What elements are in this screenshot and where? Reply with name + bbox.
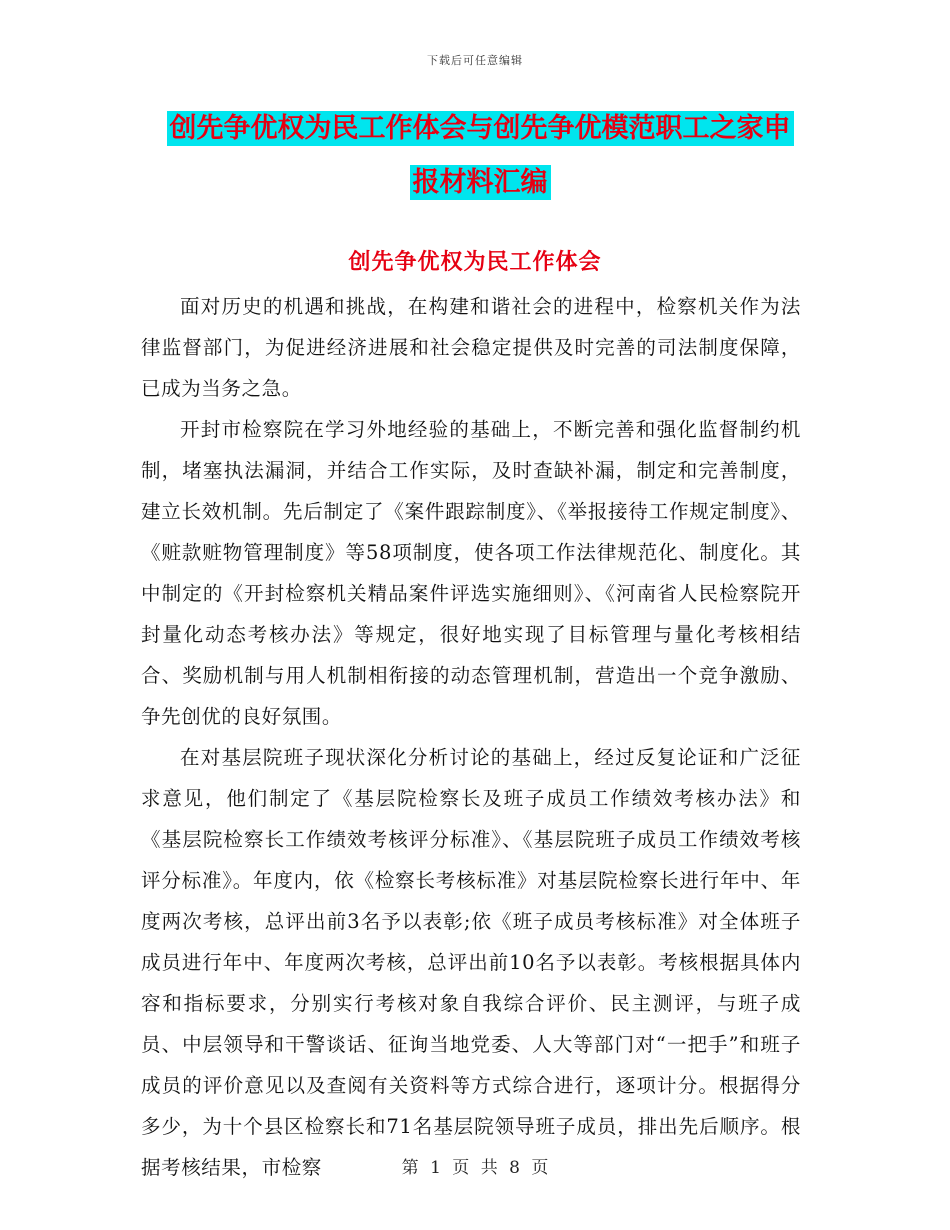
document-title [150,102,810,210]
page-number-footer: 第 1 页 共 8 页 [401,1158,549,1178]
document-title-line-1: 创先争优权为民工作体会与创先争优模范职工之家申 [167,111,794,146]
paragraph-3: 在对基层院班子现状深化分析讨论的基础上，经过反复论证和广泛征求意见，他们制定了《基层院检察长及班子成员工作绩效考核办法》和《基层院检察长工作绩效考核评分标准》、《基层院班子成员工作绩效考核评分标准》。年度内，依《检察长考核标准》对基层院检察长进行年中、年度两次考核，总评出前3名予以表彰;依《班子成员考核标准》对全体班子成员进行年中、年度两次考核，总评出前10名予以表彰。考核根据具体内容和指标要求，分别实行考核对象自我综合评价、民主测评，与班子成员、中层领导和干警谈话、征询当地党委、人大等部门对“一把手”和班子成员的评价意见以及查阅有关资料等方式综合进行，逐项计分。根据得分多少，为十个县区检察长和71名基层院领导班子成员，排出先后顺序。根据考核结果，市检察 [141,746,801,1179]
paragraph-2: 开封市检察院在学习外地经验的基础上，不断完善和强化监督制约机制，堵塞执法漏洞，并结合工作实际，及时查缺补漏，制定和完善制度，建立长效机制。先后制定了《案件跟踪制度》、《举报接待工作规定制度》、《赃款赃物管理制度》等58项制度，使各项工作法律规范化、制度化。其中制定的《开封检察机关精品案件评选实施细则》、《河南省人民检察院开封量化动态考核办法》等规定，很好地实现了目标管理与量化考核相结合、奖励机制与用人机制相衔接的动态管理机制，营造出一个竞争激励、争先创优的良好氛围。 [141,418,801,728]
paragraph-1: 面对历史的机遇和挑战，在构建和谐社会的进程中，检察机关作为法律监督部门，为促进经济进展和社会稳定提供及时完善的司法制度保障，已成为当务之急。 [141,295,801,400]
section-heading: 创先争优权为民工作体会 [348,249,602,275]
document-title-line-2: 报材料汇编 [410,165,551,200]
body-text [141,286,801,1188]
page-header-note: 下载后可任意编辑 [427,54,523,67]
